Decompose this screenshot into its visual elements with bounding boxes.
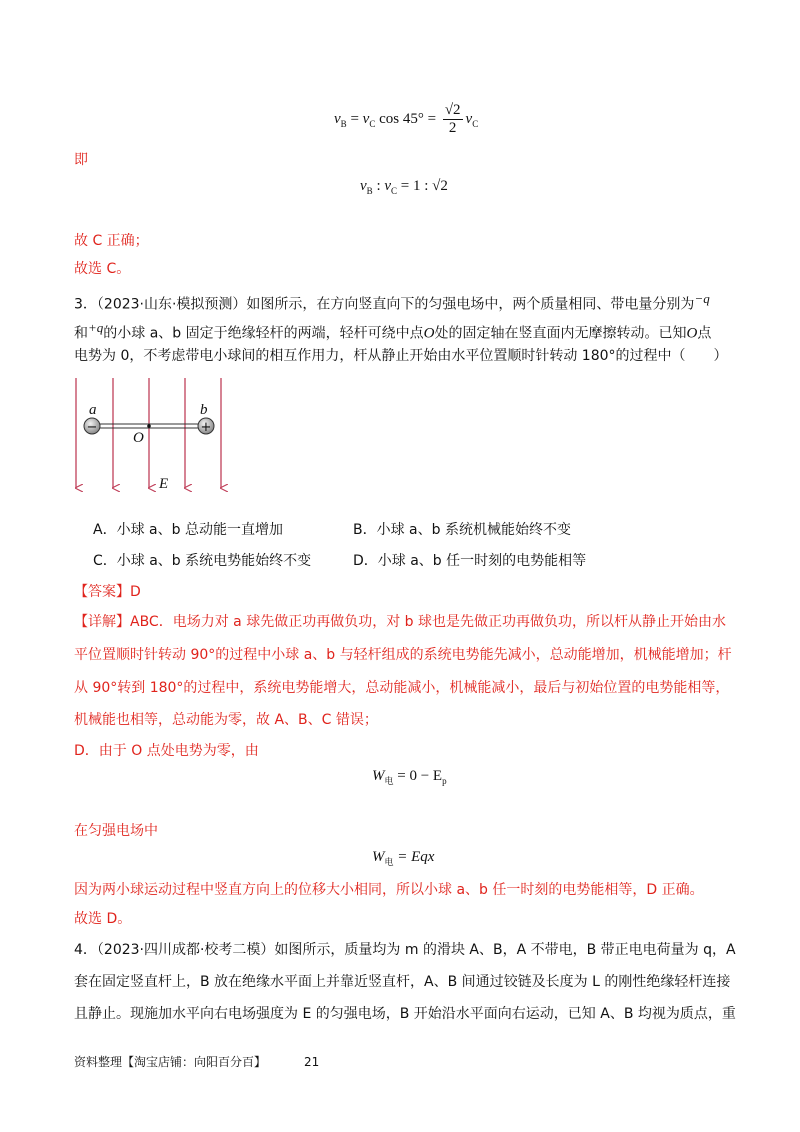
equation-work-eqx: $W_电$ = Eqx (372, 849, 435, 867)
in-field: 在匀强电场中 (74, 823, 158, 839)
pivot-point (147, 424, 151, 428)
detail-line4: 机械能也相等，总动能为零，故 A、B、C 错误； (74, 712, 378, 728)
equation-ratio: $v_B$ : $v_C = 1$ : √2 (360, 178, 448, 196)
option-d: D．小球 a、b 任一时刻的电势能相等 (353, 553, 587, 569)
answer: 【答案】D (74, 584, 141, 600)
text-c-correct: 故 C 正确； (74, 233, 149, 249)
d-line: D．由于 O 点处电势为零，由 (74, 743, 259, 759)
sign-minus: − (86, 420, 98, 435)
equation-work-potential: $W_电 = 0 - E_p$ (372, 768, 447, 786)
label-E: E (159, 476, 169, 492)
footer-source: 资料整理【淘宝店铺：向阳百分百】 (74, 1055, 267, 1069)
label-b: b (200, 402, 208, 418)
q3-line1: 3．（2023·山东·模拟预测）如图所示，在方向竖直向下的匀强电场中，两个质量相同、带电量分别为$^{-q}$ (74, 291, 710, 313)
detail-line1: 【详解】ABC．电场力对 a 球先做正功再做负功，对 b 球也是先做正功再做负功，所以杆从静止开始由水 (74, 614, 726, 630)
text-ji: 即 (74, 152, 88, 168)
fraction-sqrt2-over-2: $\frac{√2}{2}$ (444, 102, 461, 136)
choose-d: 故选 D。 (74, 911, 132, 927)
q4-line2: 套在固定竖直杆上，B 放在绝缘水平面上并靠近竖直杆，A、B 间通过铰链及长度为 L 的刚性绝缘轻杆连接 (74, 974, 731, 990)
sign-plus: + (200, 420, 212, 435)
detail-line2: 平位置顺时针转动 90°的过程中小球 a、b 与轻杆组成的系统电势能先减小，总动能增加，机械能增加；杆 (74, 647, 732, 663)
option-a: A．小球 a、b 总动能一直增加 (93, 522, 283, 538)
q4-line3: 且静止。现施加水平向右电场强度为 E 的匀强电场，B 开始沿水平面向右运动，已知 A、B 均视为质点，重 (74, 1006, 736, 1022)
q3-line3: 电势为 0，不考虑带电小球间的相互作用力，杆从静止开始由水平位置顺时针转动 180°的过程中（ ） (74, 348, 728, 364)
label-a: a (89, 402, 97, 418)
q3-line2: 和$^{+q}$的小球 a、b 固定于绝缘轻杆的两端，轻杆可绕中点O处的固定轴在竖直面内无摩擦转动。已知O点 (74, 320, 712, 342)
because-line: 因为两小球运动过程中竖直方向上的位移大小相同，所以小球 a、b 任一时刻的电势能相等，D 正确。 (74, 882, 704, 898)
text-choose-c: 故选 C。 (74, 261, 131, 277)
detail-line3: 从 90°转到 180°的过程中，系统电势能增大，总动能减小，机械能减小，最后与初始位置的电势能相等， (74, 680, 730, 696)
q4-line1: 4．（2023·四川成都·校考二模）如图所示，质量均为 m 的滑块 A、B，A 不带电，B 带正电电荷量为 q，A (74, 942, 736, 958)
label-O: O (133, 430, 144, 446)
field-diagram (66, 376, 236, 496)
option-b: B．小球 a、b 系统机械能始终不变 (353, 522, 571, 538)
equation-vb-cos45: $v_B = v_C$ cos 45° = $\frac{√2}{2}$ $v_C$ (334, 102, 479, 136)
option-c: C．小球 a、b 系统电势能始终不变 (93, 553, 312, 569)
page-number: 21 (304, 1055, 320, 1069)
